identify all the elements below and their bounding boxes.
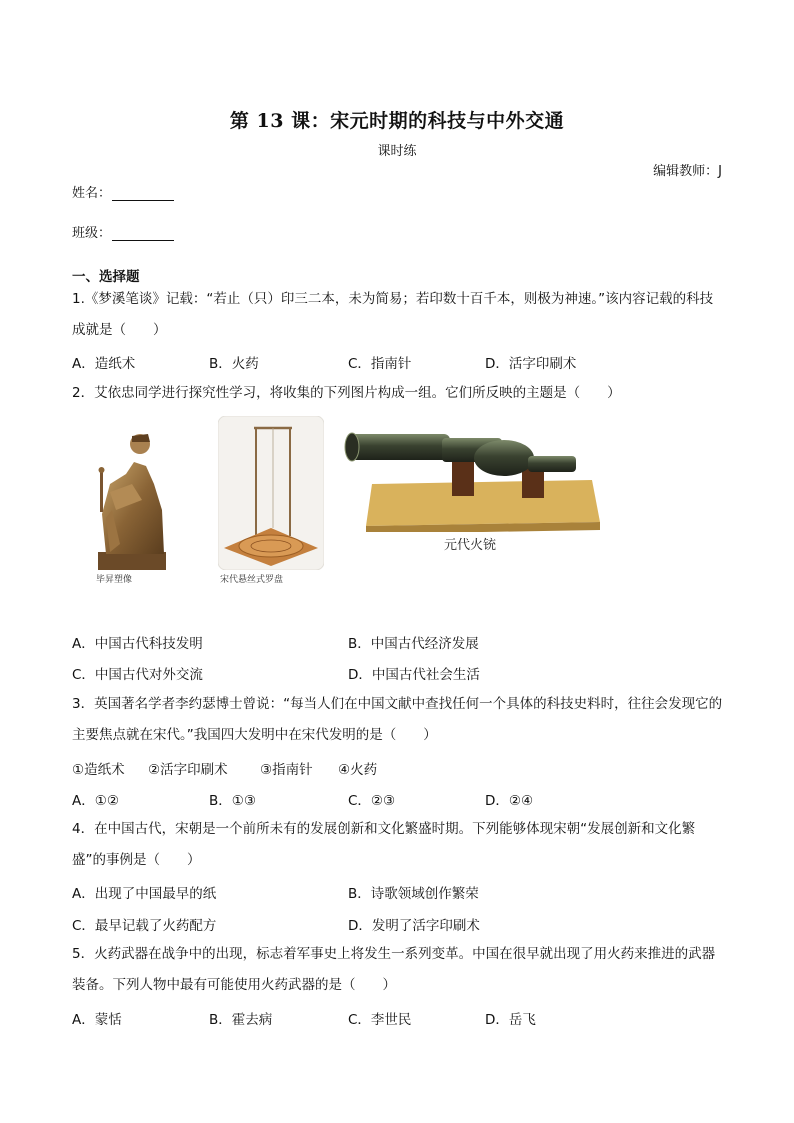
option-d[interactable]: D．活字印刷术 bbox=[485, 356, 577, 372]
option-d[interactable]: D．岳飞 bbox=[485, 1012, 536, 1028]
option-b[interactable]: B．诗歌领域创作繁荣 bbox=[348, 886, 479, 902]
question-2-options-row-1 bbox=[72, 632, 724, 654]
yuan-cannon-icon bbox=[342, 426, 604, 532]
option-b[interactable]: B．中国古代经济发展 bbox=[348, 636, 479, 652]
question-2-images bbox=[88, 414, 608, 589]
class-label: 班级： bbox=[72, 226, 112, 241]
yuan-cannon-image bbox=[342, 426, 604, 556]
question-5-stem: 5．火药武器在战争中的出现，标志着军事史上将发生一系列变革。中国在很早就出现了用火药来推进的武器装备。下列人物中最有可能使用火药武器的是（ ） bbox=[72, 946, 716, 993]
name-field bbox=[72, 182, 174, 201]
class-blank[interactable] bbox=[112, 226, 174, 241]
question-4-stem: 4．在中国古代，宋朝是一个前所未有的发展创新和文化繁盛时期。下列能够体现宋朝“发展创新和文化繁盛”的事例是（ ） bbox=[72, 821, 696, 868]
question-4-options-row-2 bbox=[72, 914, 724, 936]
option-a[interactable]: A．中国古代科技发明 bbox=[72, 636, 203, 652]
bi-sheng-caption: 毕昇塑像 bbox=[96, 575, 133, 585]
option-c[interactable]: C．李世民 bbox=[348, 1012, 412, 1028]
question-2-stem: 2．艾依忠同学进行探究性学习，将收集的下列图片构成一组。它们所反映的主题是（ ） bbox=[72, 385, 621, 401]
name-blank[interactable] bbox=[112, 186, 174, 201]
lesson-title: 第 13 课：宋元时期的科技与中外交通 bbox=[229, 110, 565, 132]
item-3: ③指南针 bbox=[260, 762, 313, 778]
cannon-caption: 元代火铳 bbox=[444, 538, 497, 553]
option-c[interactable]: C．指南针 bbox=[348, 356, 412, 372]
section-heading: 一、选择题 bbox=[72, 269, 140, 285]
question-3-stem: 3．英国著名学者李约瑟博士曾说：“每当人们在中国文献中查找任何一个具体的科技史料时，往往会发现它的主要焦点就在宋代。”我国四大发明中在宋代发明的是（ ） bbox=[72, 696, 723, 743]
lesson-subtitle: 课时练 bbox=[377, 144, 417, 159]
option-a[interactable]: A．造纸术 bbox=[72, 356, 136, 372]
option-d[interactable]: D．发明了活字印刷术 bbox=[348, 918, 480, 934]
bi-sheng-statue-icon bbox=[88, 414, 183, 572]
option-a[interactable]: A．①② bbox=[72, 793, 119, 809]
option-a[interactable]: A．出现了中国最早的纸 bbox=[72, 886, 217, 902]
question-1-options bbox=[72, 352, 724, 374]
question-4-options-row-1 bbox=[72, 882, 724, 904]
compass-caption: 宋代悬丝式罗盘 bbox=[220, 575, 284, 585]
bi-sheng-statue-image bbox=[88, 414, 183, 584]
option-b[interactable]: B．火药 bbox=[209, 356, 259, 372]
option-d[interactable]: D．②④ bbox=[485, 793, 534, 809]
name-label: 姓名： bbox=[72, 186, 112, 201]
option-d[interactable]: D．中国古代社会生活 bbox=[348, 667, 480, 683]
song-compass-icon bbox=[218, 416, 324, 570]
option-b[interactable]: B．霍去病 bbox=[209, 1012, 273, 1028]
option-b[interactable]: B．①③ bbox=[209, 793, 256, 809]
question-1-stem: 1.《梦溪笔谈》记载：“若止（只）印三二本，未为简易；若印数十百千本，则极为神速。”该内容记载的科技成就是（ ） bbox=[72, 291, 714, 338]
song-compass-image bbox=[218, 416, 324, 584]
option-c[interactable]: C．中国古代对外交流 bbox=[72, 667, 203, 683]
question-3-options bbox=[72, 789, 724, 811]
question-2-options-row-2 bbox=[72, 663, 724, 685]
question-3-items bbox=[72, 758, 724, 780]
question-5-options bbox=[72, 1008, 724, 1030]
option-c[interactable]: C．②③ bbox=[348, 793, 396, 809]
class-field bbox=[72, 222, 174, 241]
item-4: ④火药 bbox=[338, 762, 378, 778]
option-c[interactable]: C．最早记载了火药配方 bbox=[72, 918, 217, 934]
item-1: ①造纸术 bbox=[72, 762, 125, 778]
option-a[interactable]: A．蒙恬 bbox=[72, 1012, 122, 1028]
item-2: ②活字印刷术 bbox=[148, 762, 228, 778]
editor-label: 编辑教师：J bbox=[653, 164, 722, 179]
